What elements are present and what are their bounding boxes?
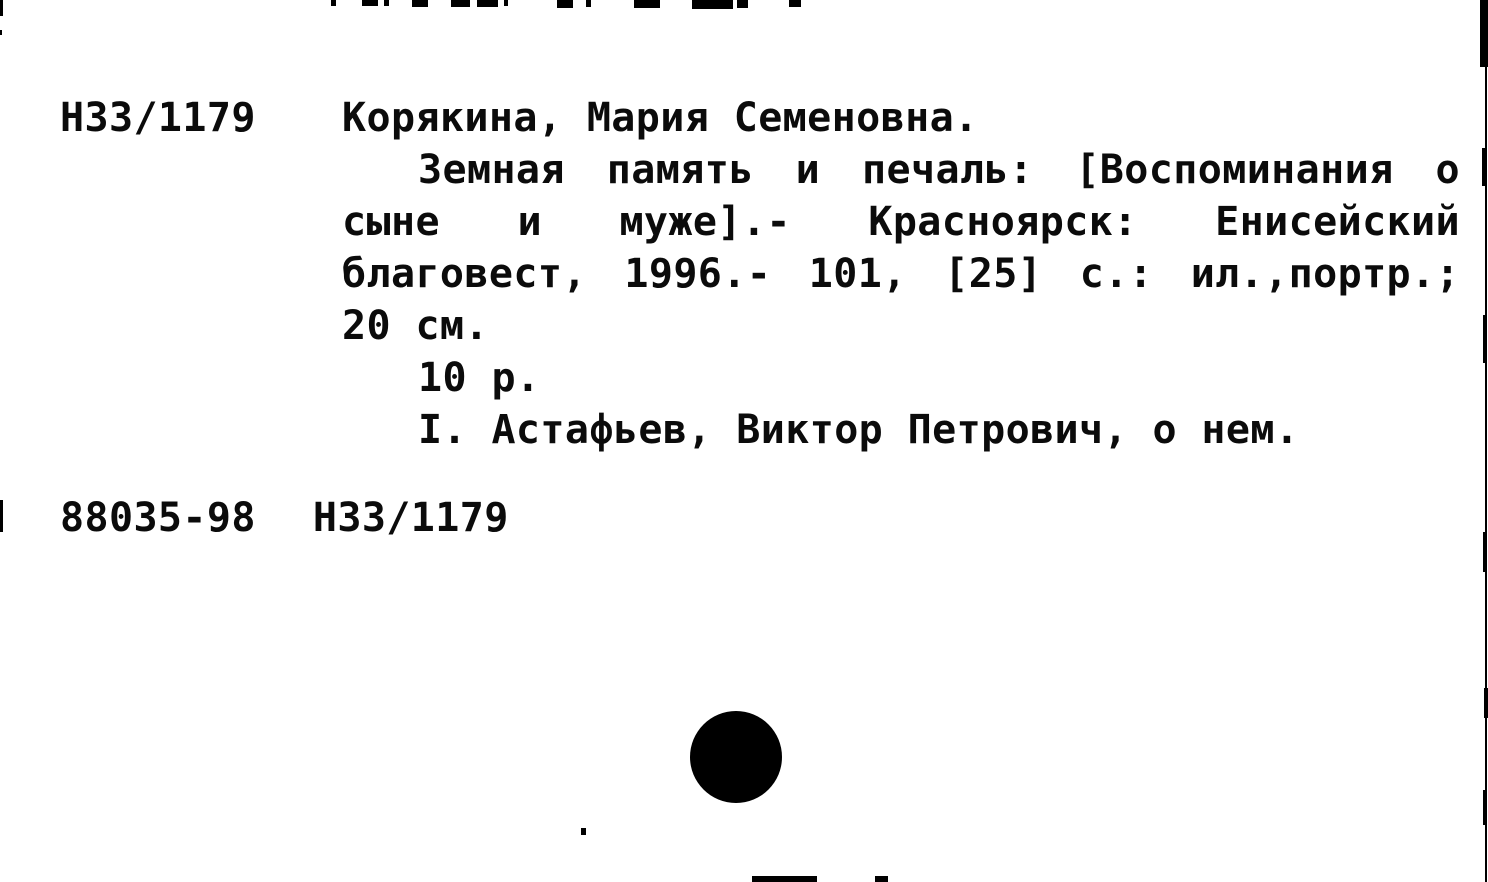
price-line: 10 р.	[418, 355, 541, 401]
scan-mark	[504, 0, 508, 6]
scan-mark	[331, 0, 336, 6]
size-line: 20 см.	[342, 303, 489, 349]
scan-mark	[1483, 315, 1487, 363]
imprint-line: сыне и муже].- Красноярск: Енисейский	[342, 199, 1460, 245]
scan-mark	[412, 0, 428, 7]
scan-mark	[362, 0, 378, 6]
author-heading: Корякина, Мария Семеновна.	[342, 95, 979, 141]
scan-mark	[752, 876, 817, 882]
scan-mark	[557, 0, 573, 8]
scan-mark	[0, 0, 3, 16]
scan-mark	[1484, 688, 1488, 718]
scan-mark	[692, 0, 733, 9]
scan-mark	[634, 0, 660, 8]
scan-mark	[0, 30, 2, 35]
scan-mark	[1483, 532, 1487, 572]
accession-number: 88035-98	[60, 495, 256, 541]
scan-mark	[789, 0, 801, 7]
scan-mark	[737, 0, 748, 8]
punch-hole-icon	[690, 711, 782, 803]
scan-mark	[875, 876, 888, 882]
collation-line: благовест, 1996.- 101, [25] с.: ил.,портр.;	[342, 251, 1460, 297]
header-row	[60, 92, 1462, 144]
scan-mark	[384, 0, 389, 6]
description-block	[342, 144, 1460, 456]
footer-call-number: Н33/1179	[312, 495, 509, 541]
scan-mark	[477, 0, 498, 7]
call-number: Н33/1179	[60, 95, 256, 141]
scan-mark	[1485, 0, 1487, 882]
scan-mark	[451, 0, 470, 7]
scan-mark	[581, 828, 586, 835]
card-text-block	[60, 92, 1462, 456]
scan-mark	[1482, 148, 1487, 186]
footer-row	[60, 492, 509, 544]
tracing-line: I. Астафьев, Виктор Петрович, о нем.	[418, 407, 1300, 453]
scan-mark	[1483, 790, 1487, 825]
scan-mark	[0, 500, 3, 532]
title-line: Земная память и печаль: [Воспоминания о	[418, 147, 1460, 193]
scan-mark	[586, 0, 591, 7]
